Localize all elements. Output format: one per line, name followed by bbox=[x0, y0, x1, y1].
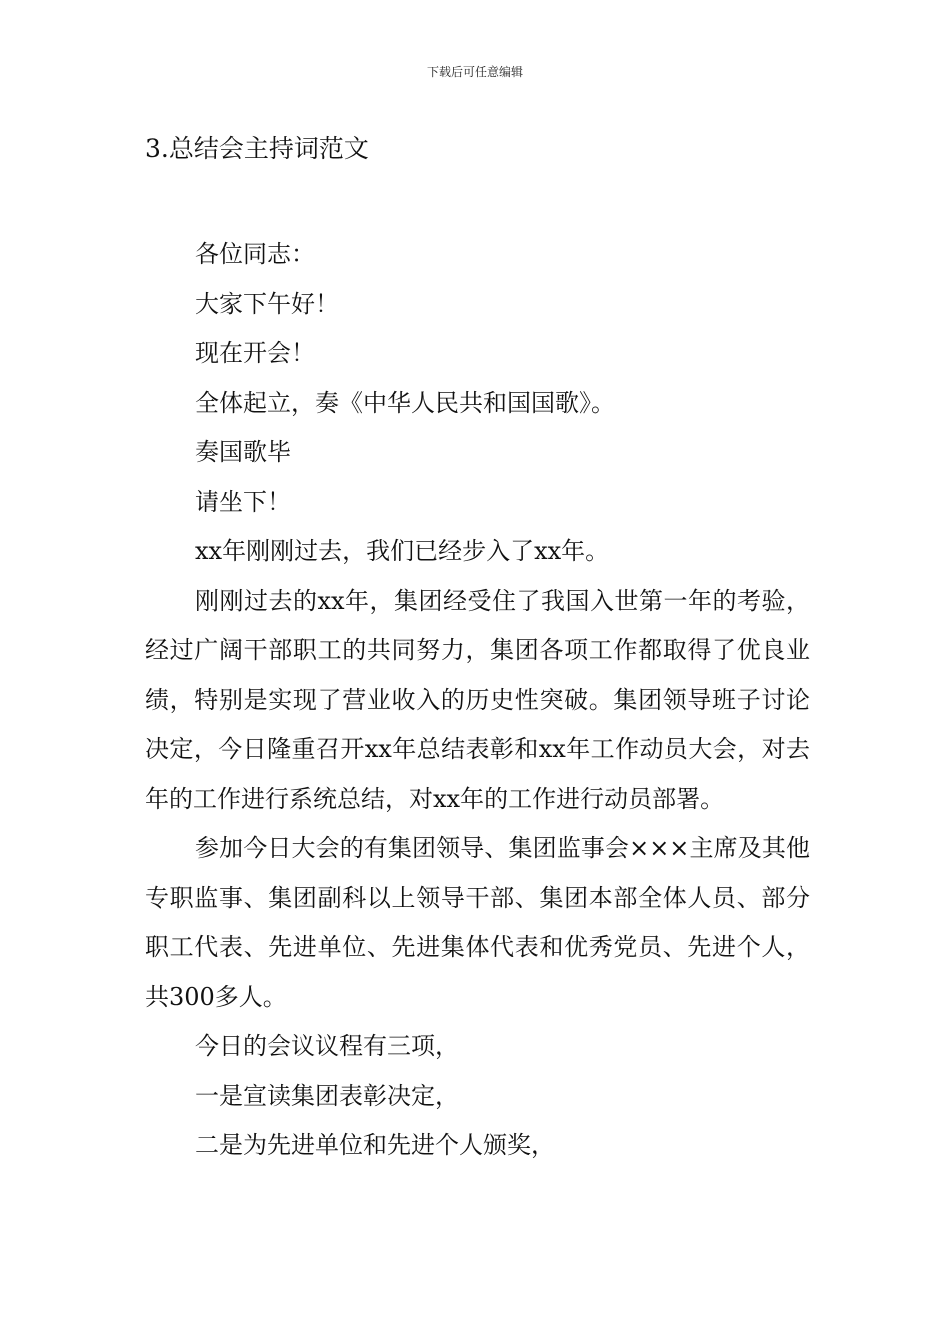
paragraph-year-passed: xx年刚刚过去，我们已经步入了xx年。 bbox=[195, 537, 610, 565]
page-header-note: 下载后可任意编辑 bbox=[426, 65, 523, 79]
paragraph-anthem: 全体起立，奏《中华人民共和国国歌》。 bbox=[195, 388, 615, 417]
paragraph-agenda-intro: 今日的会议议程有三项， bbox=[195, 1032, 459, 1060]
paragraph-review: 刚刚过去的xx年，集团经受住了我国入世第一年的考验，经过广阔干部职工的共同努力，集团各项工作都取得了优良业绩，特别是实现了营业收入的历史性突破。集团领导班子讨论决定，今日隆重召开xx年总结表彰和xx年工作动员大会，对去年的工作进行系统总结，对xx年的工作进行动员部署。 bbox=[145, 586, 810, 813]
paragraph-anthem-end: 奏国歌毕 bbox=[195, 438, 291, 466]
document-body bbox=[145, 230, 810, 1171]
paragraph-good-afternoon: 大家下午好！ bbox=[195, 289, 339, 318]
paragraph-meeting-open: 现在开会！ bbox=[195, 339, 315, 367]
document-title: 3.总结会主持词范文 bbox=[145, 134, 369, 163]
paragraph-agenda-item-1: 一是宣读集团表彰决定， bbox=[195, 1081, 459, 1110]
paragraph-sit-down: 请坐下！ bbox=[195, 487, 291, 516]
paragraph-attendees: 参加今日大会的有集团领导、集团监事会×××主席及其他专职监事、集团副科以上领导干部、集团本部全体人员、部分职工代表、先进单位、先进集体代表和优秀党员、先进个人，共300多人。 bbox=[145, 834, 810, 1011]
paragraph-greeting: 各位同志： bbox=[195, 240, 315, 268]
paragraph-agenda-item-2: 二是为先进单位和先进个人颁奖， bbox=[195, 1131, 555, 1159]
